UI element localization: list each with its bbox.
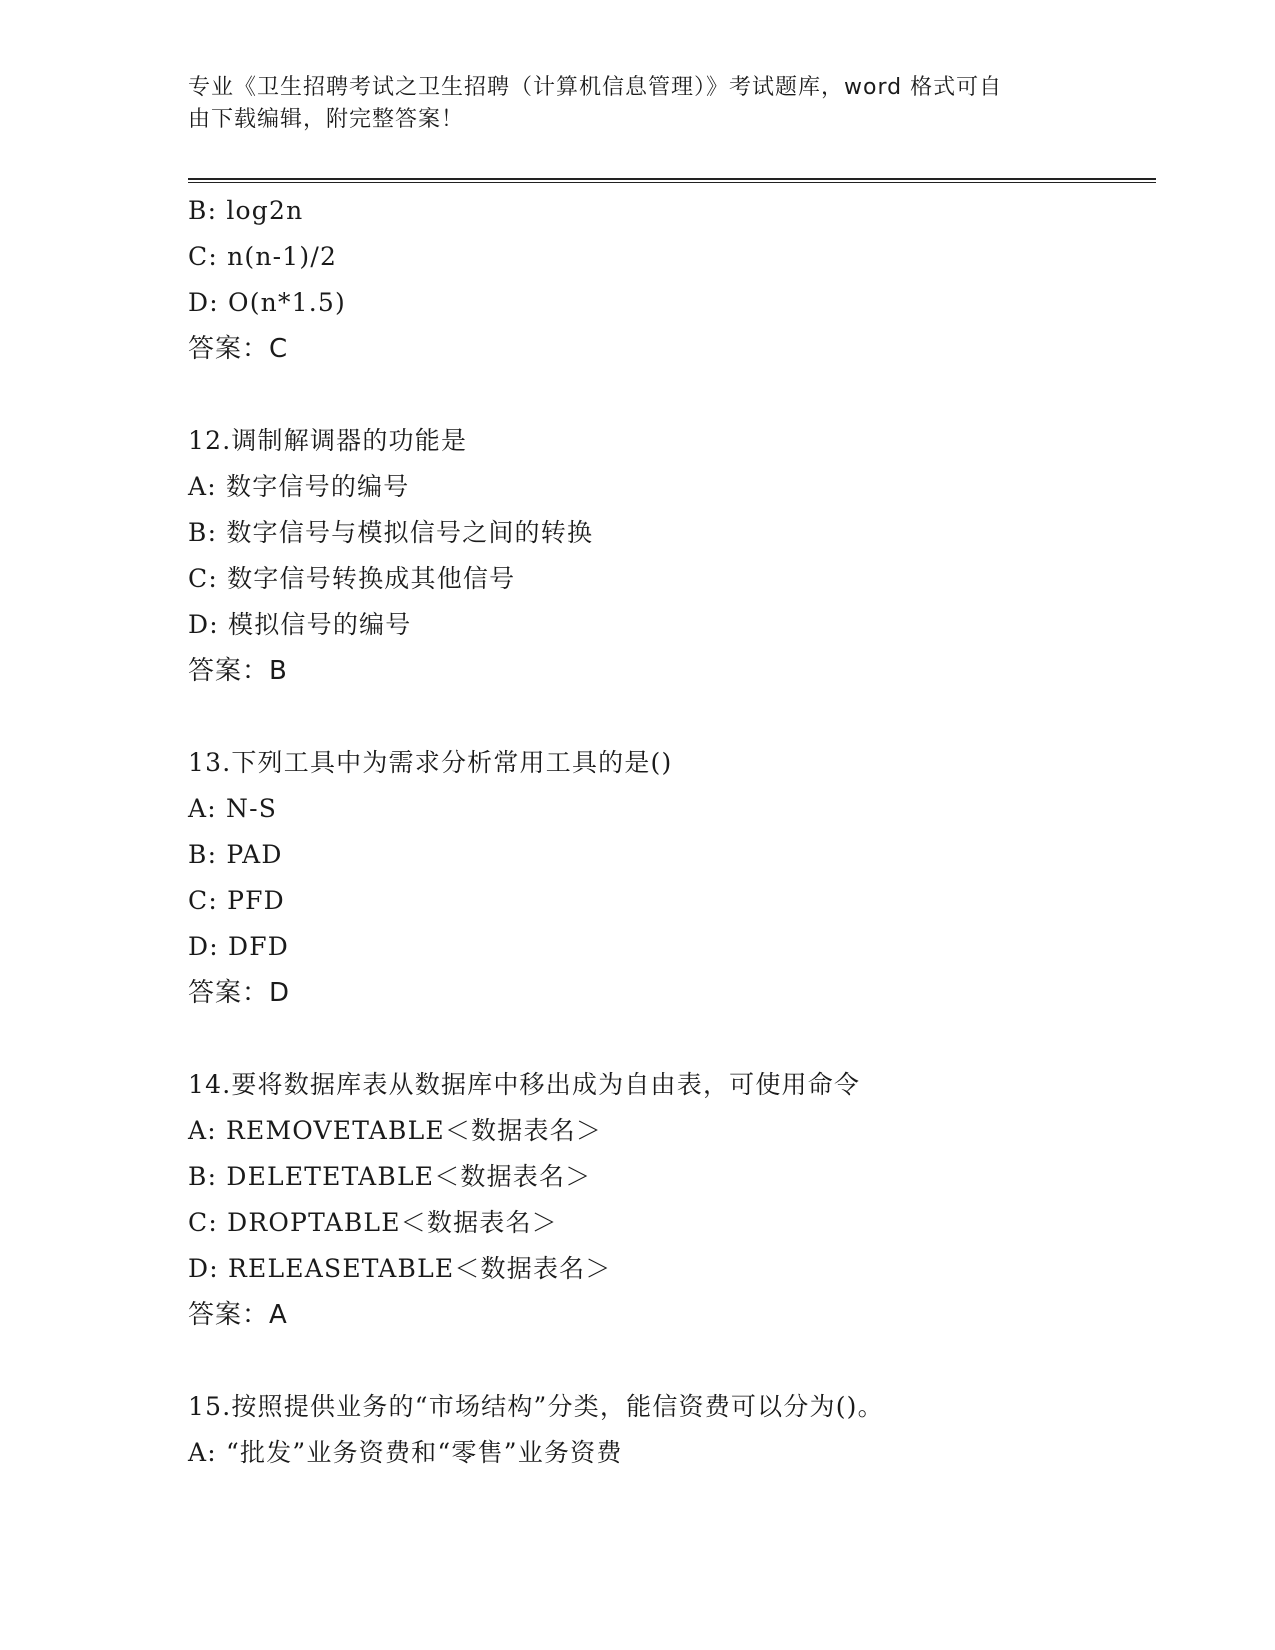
question-12-answer: 答案：B <box>188 656 288 686</box>
question-12-block <box>188 418 1148 694</box>
question-13-text: 13.下列工具中为需求分析常用工具的是() <box>188 748 673 777</box>
question-13-answer: 答案：D <box>188 978 291 1008</box>
question-14-option-b: B: DELETETABLE＜数据表名＞ <box>188 1162 592 1191</box>
question-12-option-c: C: 数字信号转换成其他信号 <box>188 564 516 593</box>
spacer <box>188 1016 1148 1062</box>
question-14-option-d: D: RELEASETABLE＜数据表名＞ <box>188 1254 612 1283</box>
question-11-option-b: B: log2n <box>188 196 304 225</box>
question-14-text: 14.要将数据库表从数据库中移出成为自由表，可使用命令 <box>188 1070 861 1099</box>
question-13-option-c: C: PFD <box>188 886 285 915</box>
question-11-option-c: C: n(n-1)/2 <box>188 242 338 271</box>
question-13-option-d: D: DFD <box>188 932 290 961</box>
question-13-block <box>188 740 1148 1016</box>
spacer <box>188 694 1148 740</box>
question-15-text: 15.按照提供业务的“市场结构”分类，能信资费可以分为()。 <box>188 1392 884 1421</box>
question-list <box>188 188 1148 1476</box>
spacer <box>188 1338 1148 1384</box>
question-14-answer: 答案：A <box>188 1300 288 1330</box>
question-11-option-d: D: O(n*1.5) <box>188 288 346 317</box>
question-11-block <box>188 188 1148 372</box>
question-14-block <box>188 1062 1148 1338</box>
question-12-option-b: B: 数字信号与模拟信号之间的转换 <box>188 518 594 547</box>
question-15-option-a: A: “批发”业务资费和“零售”业务资费 <box>188 1438 623 1467</box>
header-line-1: 专业《卫生招聘考试之卫生招聘（计算机信息管理）》考试题库，word 格式可自 <box>188 75 1003 100</box>
question-13-option-b: B: PAD <box>188 840 283 869</box>
question-12-option-a: A: 数字信号的编号 <box>188 472 410 501</box>
question-12-option-d: D: 模拟信号的编号 <box>188 610 412 639</box>
question-12-text: 12.调制解调器的功能是 <box>188 426 468 455</box>
question-13-option-a: A: N-S <box>188 794 278 823</box>
question-15-block <box>188 1384 1148 1476</box>
question-14-option-a: A: REMOVETABLE＜数据表名＞ <box>188 1116 603 1145</box>
spacer <box>188 372 1148 418</box>
document-header <box>188 72 1088 136</box>
header-divider <box>188 178 1156 183</box>
question-11-answer: 答案：C <box>188 334 289 364</box>
question-14-option-c: C: DROPTABLE＜数据表名＞ <box>188 1208 558 1237</box>
header-line-2: 由下载编辑，附完整答案！ <box>188 107 465 132</box>
